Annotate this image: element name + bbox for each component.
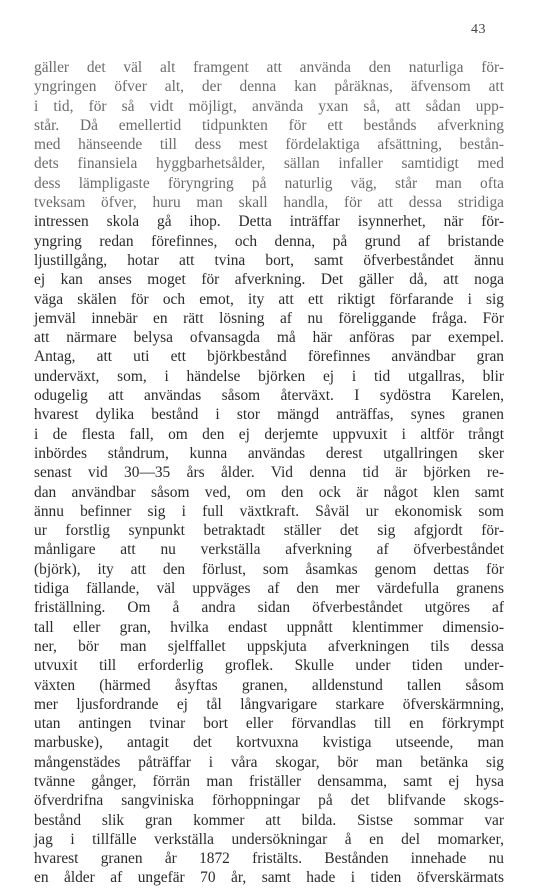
body-text bbox=[34, 58, 504, 888]
text-line: utan antingen tvinar bort eller förvandlas till en förkrympt bbox=[34, 715, 504, 733]
text-line: med hänseende till dess mest fördelaktiga afsättning, bestån- bbox=[34, 136, 504, 154]
text-line: dets finansiela hyggbarhetsålder, sällan infaller samtidigt med bbox=[34, 155, 504, 173]
text-line: ljustillgång, hotar att tvina bort, samt öfverbeståndet ännu bbox=[34, 251, 504, 269]
text-line: odugelig att användas såsom återväxt. I sydöstra Karelen, bbox=[34, 387, 504, 405]
text-line: öfverdrifna sangviniska förhoppningar på det blifvande skogs- bbox=[34, 792, 504, 810]
page-number: 43 bbox=[471, 22, 486, 37]
text-line: inbördes ståndrum, kunna användas derest utgallringen sker bbox=[34, 444, 504, 462]
text-line: att närmare belysa ofvansagda må här anföras par exempel. bbox=[34, 329, 504, 347]
text-line: ännu befinner sig i full växtkraft. Såväl ur ekonomisk som bbox=[34, 502, 504, 520]
text-line: hvarest granen år 1872 fristälts. Bestånden innehade nu bbox=[34, 850, 504, 868]
text-line: senast vid 30—35 års ålder. Vid denna tid är björken re- bbox=[34, 464, 504, 482]
text-line: månligare att nu verkställa afverkning af öfverbeståndet bbox=[34, 541, 504, 559]
text-line: marbuske), antagit det kortvuxna kvistiga utseende, man bbox=[34, 734, 504, 752]
text-line: (björk), ity att den förlust, som åsamkas genom dettas för bbox=[34, 560, 504, 578]
text-line: gäller det väl alt framgent att använda den naturliga för- bbox=[34, 59, 504, 76]
text-line: tidiga fällande, väl uppväges af den mer värdefulla granens bbox=[34, 580, 504, 598]
text-line: ej kan anses moget för afverkning. Det gäller då, att noga bbox=[34, 271, 504, 289]
text-line: ner, bör man sjelffallet uppskjuta afverkningen tils dessa bbox=[34, 637, 504, 655]
text-line: intressen skola gå ihop. Detta inträffar isynnerhet, när för- bbox=[34, 213, 504, 231]
text-line: en ålder af ungefär 70 år, samt hade i tiden öfverskärmats bbox=[34, 869, 504, 887]
text-line: ur forstlig synpunkt betraktadt ställer det sig afgjordt för- bbox=[34, 522, 504, 540]
text-line: utvuxit till erforderlig groflek. Skulle under tiden under- bbox=[34, 657, 504, 675]
text-line: dan användbar såsom ved, om den ock är något klen samt bbox=[34, 483, 504, 501]
text-line: tvänne gånger, förrän man friställer densamma, samt ej hysa bbox=[34, 772, 504, 790]
text-line: mer ljusfordrande ej tål långvarigare starkare öfverskärmning, bbox=[34, 695, 504, 713]
text-line: tveksam öfver, huru man skall handla, för att dessa stridiga bbox=[34, 194, 504, 212]
text-line: växten (härmed åsyftas granen, alldenstund tallen såsom bbox=[34, 676, 504, 694]
text-line: friställning. Om å andra sidan öfverbeståndet utgöres af bbox=[34, 599, 504, 617]
text-line: underväxt, som, i händelse björken ej i tid utgallras, blir bbox=[34, 367, 504, 385]
text-line: yngringen öfver alt, der denna kan påräknas, äfvensom att bbox=[34, 78, 504, 96]
text-line: yngring redan förefinnes, och denna, på grund af bristande bbox=[34, 232, 504, 250]
text-line: i de flesta fall, om den ej derjemte uppvuxit i altför trångt bbox=[34, 425, 504, 443]
text-line: väga skälen för och emot, ity att ett riktigt förfarande i sig bbox=[34, 290, 504, 308]
text-line: tall eller gran, hvilka endast uppnått klentimmer dimensio- bbox=[34, 618, 504, 636]
text-line: dess lämpligaste föryngring på naturlig väg, står man ofta bbox=[34, 174, 504, 192]
text-line: mångenstädes påträffar i våra skogar, bör man betänka sig bbox=[34, 753, 504, 771]
text-line: står. Då emellertid tidpunkten för ett bestånds afverkning bbox=[34, 116, 504, 134]
text-line: bestånd slik gran kommer att bilda. Sistse sommar var bbox=[34, 811, 504, 829]
text-line: i tid, för så vidt möjligt, använda yxan så, att sådan upp- bbox=[34, 97, 504, 115]
text-line: Antag, att uti ett björkbestånd förefinnes användbar gran bbox=[34, 348, 504, 366]
text-line: jag i tillfälle verkställa undersökningar å en del momarker, bbox=[34, 830, 504, 848]
text-line: jemväl innebär en rätt lösning af nu föreliggande fråga. För bbox=[34, 309, 504, 327]
text-line: hvarest dylika bestånd i stor mängd anträffas, synes granen bbox=[34, 406, 504, 424]
